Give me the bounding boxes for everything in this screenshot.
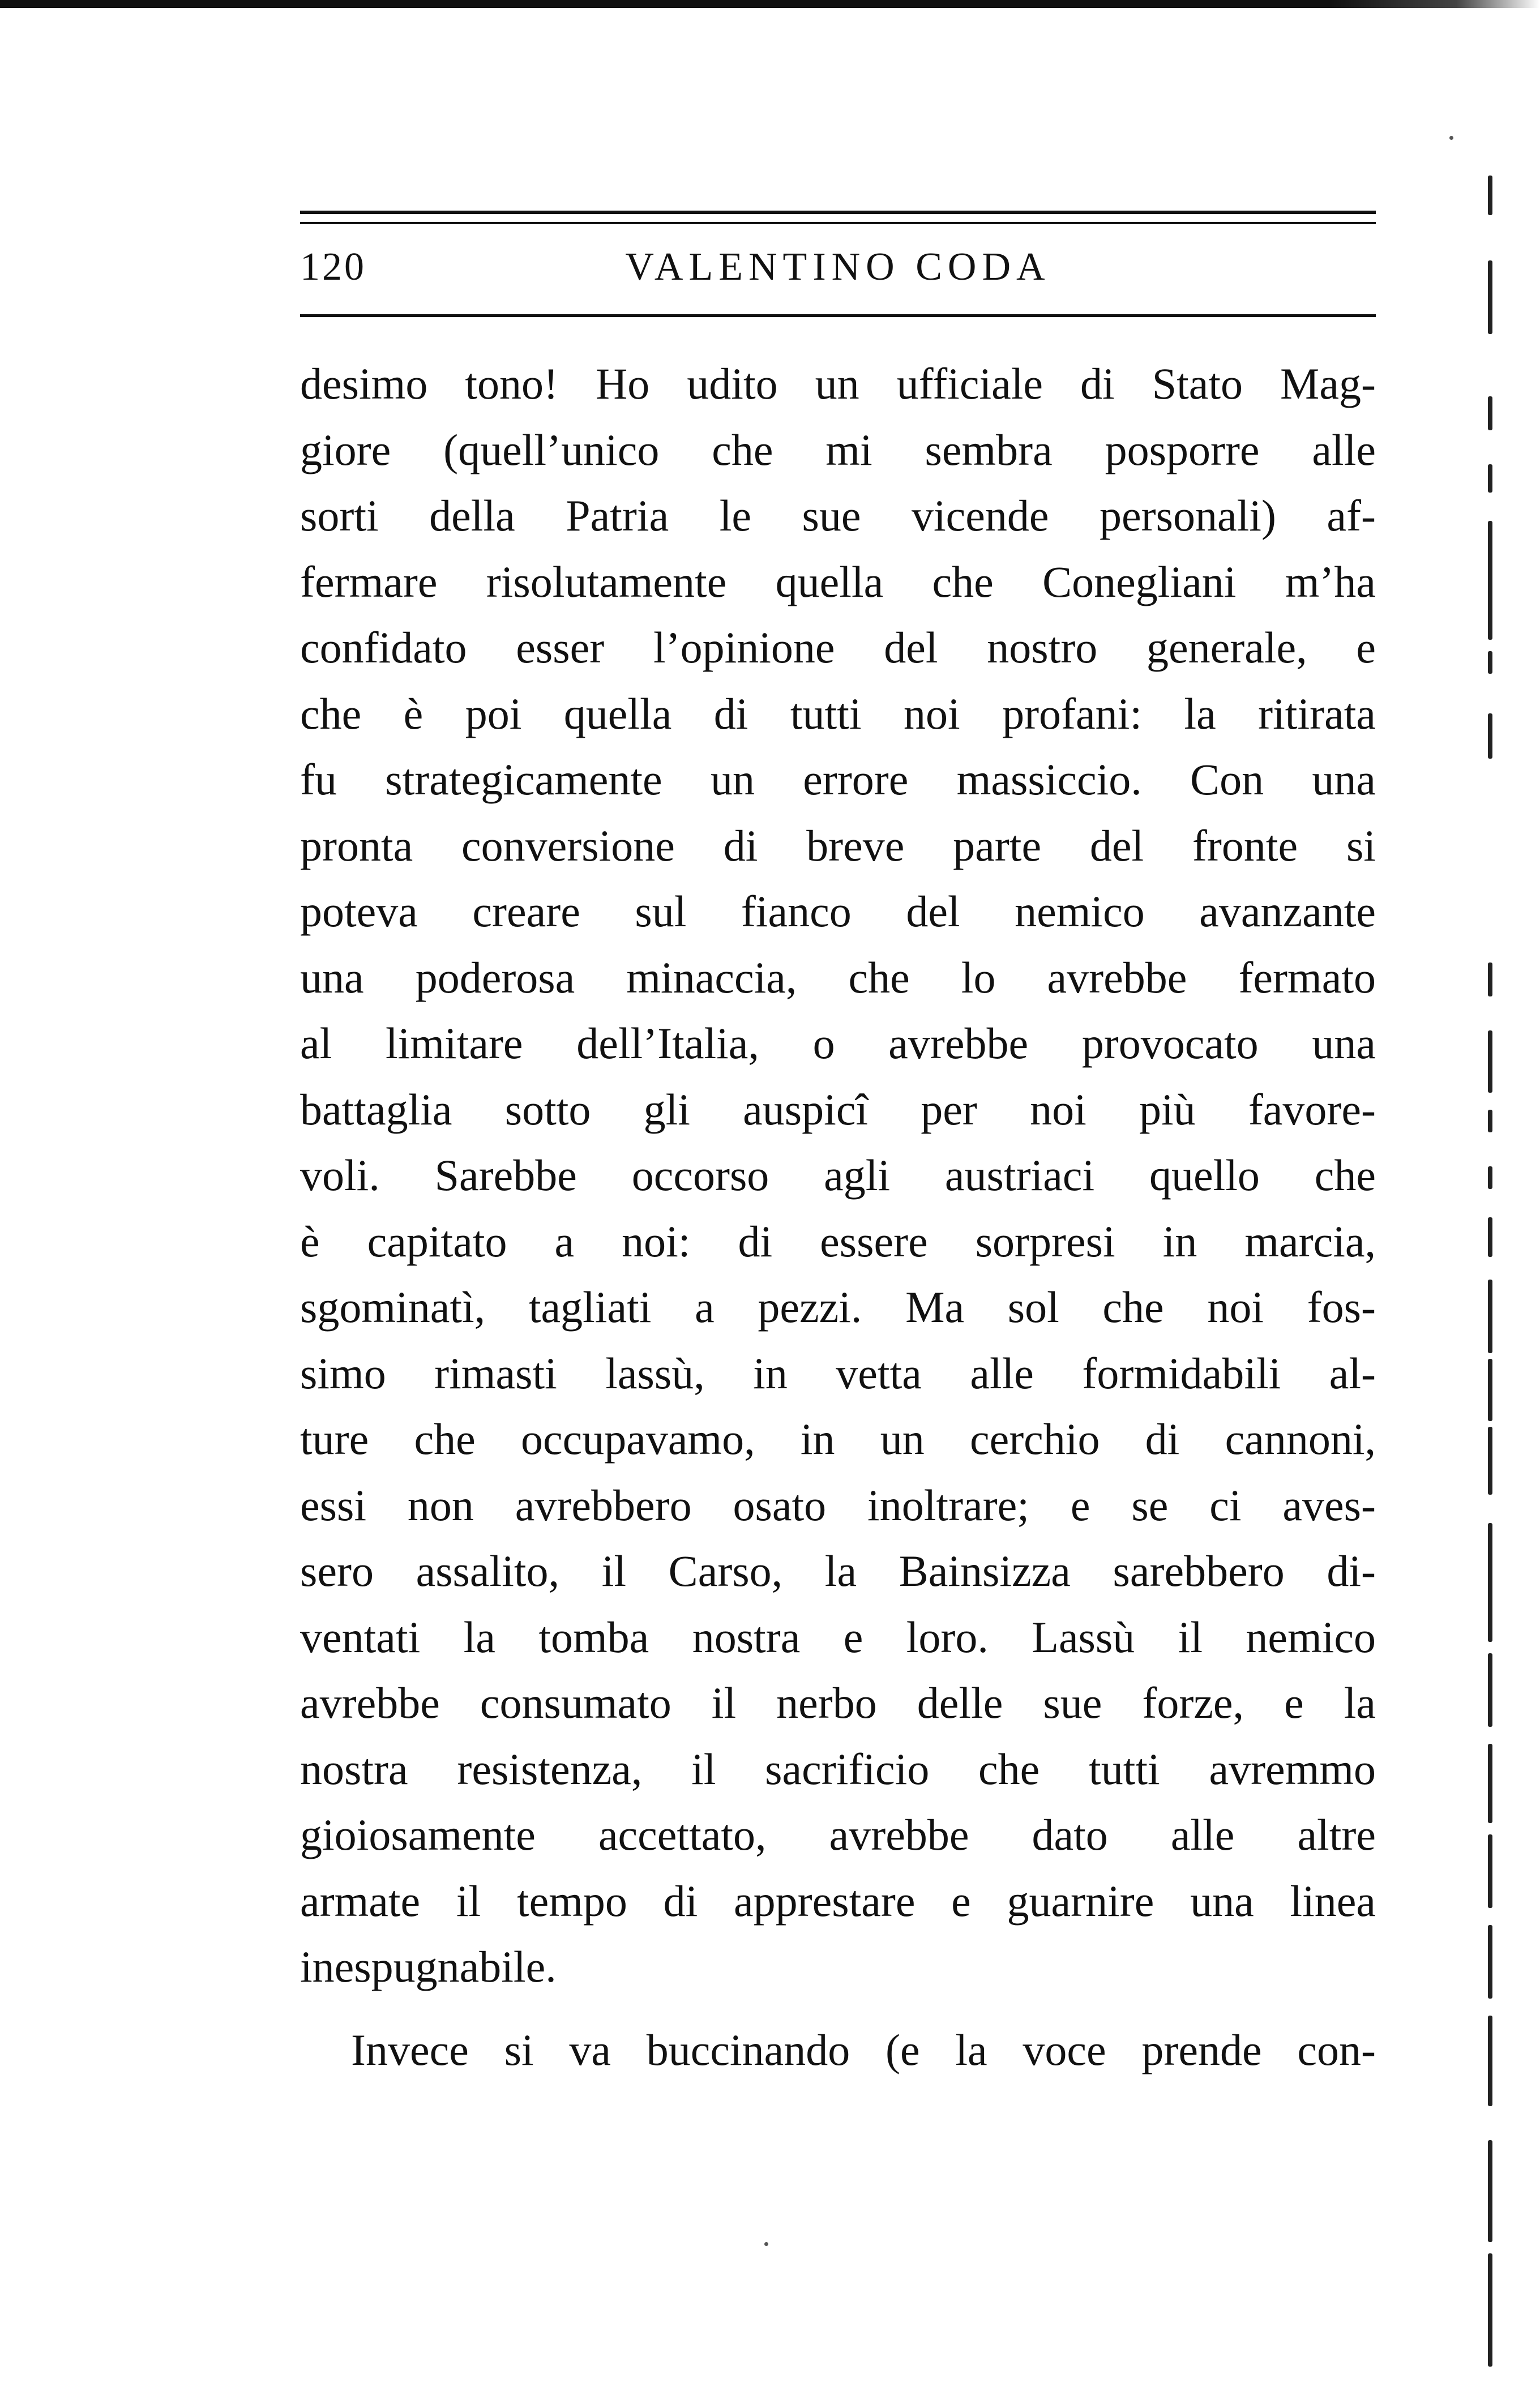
text-line: giore (quell’unico che mi sembra posporre alle — [300, 425, 1376, 474]
edge-mark — [1488, 1834, 1492, 1908]
text-line: essi non avrebbero osato inoltrare; e se ci aves- — [300, 1480, 1376, 1530]
page-top-border — [0, 0, 1540, 8]
page-number: 120 — [300, 245, 366, 289]
text-line: desimo tono! Ho udito un ufficiale di Stato Mag- — [300, 359, 1376, 408]
text-line: sero assalito, il Carso, la Bainsizza sarebbero di- — [300, 1546, 1376, 1595]
text-line: battaglia sotto gli auspicî per noi più favore- — [300, 1084, 1376, 1134]
edge-mark — [1488, 1653, 1492, 1727]
text-line: avrebbe consumato il nerbo delle sue forze, e la — [300, 1678, 1376, 1727]
running-head — [300, 226, 1376, 300]
text-line: confidato esser l’opinione del nostro generale, e — [300, 623, 1376, 672]
edge-mark — [1488, 713, 1492, 759]
text-line: gioiosamente accettato, avrebbe dato alle altre — [300, 1810, 1376, 1859]
edge-mark — [1488, 1110, 1492, 1132]
text-line: è capitato a noi: di essere sorpresi in marcia, — [300, 1216, 1376, 1266]
header-top-rule — [300, 211, 1376, 224]
edge-mark — [1488, 962, 1492, 996]
text-line: simo rimasti lassù, in vetta alle formidabili al- — [300, 1348, 1376, 1398]
edge-mark — [1488, 1925, 1492, 1999]
text-line: una poderosa minaccia, che lo avrebbe fermato — [300, 952, 1376, 1002]
edge-mark — [1488, 1030, 1492, 1093]
paper-speck — [1449, 136, 1453, 140]
edge-mark — [1488, 566, 1492, 640]
text-line: sorti della Patria le sue vicende personali) af- — [300, 491, 1376, 540]
edge-mark — [1488, 2016, 1492, 2106]
edge-mark — [1488, 2140, 1492, 2242]
edge-mark — [1488, 464, 1492, 493]
text-line: sgominatì, tagliati a pezzi. Ma sol che noi fos- — [300, 1282, 1376, 1332]
text-line: nostra resistenza, il sacrificio che tutti avremmo — [300, 1744, 1376, 1794]
text-line: ture che occupavamo, in un cerchio di cannoni, — [300, 1414, 1376, 1464]
text-line: voli. Sarebbe occorso agli austriaci quello che — [300, 1150, 1376, 1200]
edge-mark — [1488, 1744, 1492, 1823]
edge-mark — [1488, 651, 1492, 674]
edge-mark — [1488, 1427, 1492, 1495]
body-text — [300, 351, 1376, 2083]
text-line: pronta conversione di breve parte del fronte si — [300, 820, 1376, 870]
text-line: inespugnabile. — [300, 1942, 557, 1991]
edge-mark — [1488, 1359, 1492, 1421]
header-bottom-rule — [300, 314, 1376, 317]
paragraph-gap — [300, 2000, 1376, 2017]
text-line: che è poi quella di tutti noi profani: la ritirata — [300, 688, 1376, 738]
next-paragraph-line: Invece si va buccinando (e la voce prende con- — [351, 2025, 1376, 2074]
running-title: VALENTINO CODA — [625, 245, 1051, 289]
edge-mark — [1488, 1217, 1492, 1257]
edge-mark — [1488, 396, 1492, 430]
page-edge-marks — [1488, 0, 1511, 2387]
text-line: armate il tempo di apprestare e guarnire una linea — [300, 1876, 1376, 1926]
text-line: fermare risolutamente quella che Conegliani m’ha — [300, 557, 1376, 606]
edge-mark — [1488, 176, 1492, 215]
text-line: ventati la tomba nostra e loro. Lassù il nemico — [300, 1612, 1376, 1662]
edge-mark — [1488, 1280, 1492, 1353]
edge-mark — [1488, 1523, 1492, 1642]
text-line: fu strategicamente un errore massiccio. Con una — [300, 755, 1376, 804]
paper-speck — [764, 2242, 768, 2246]
edge-mark — [1488, 260, 1492, 334]
text-line: poteva creare sul fianco del nemico avanzante — [300, 887, 1376, 936]
edge-mark — [1488, 1166, 1492, 1189]
edge-mark — [1488, 2253, 1492, 2367]
text-line: al limitare dell’Italia, o avrebbe provocato una — [300, 1019, 1376, 1068]
